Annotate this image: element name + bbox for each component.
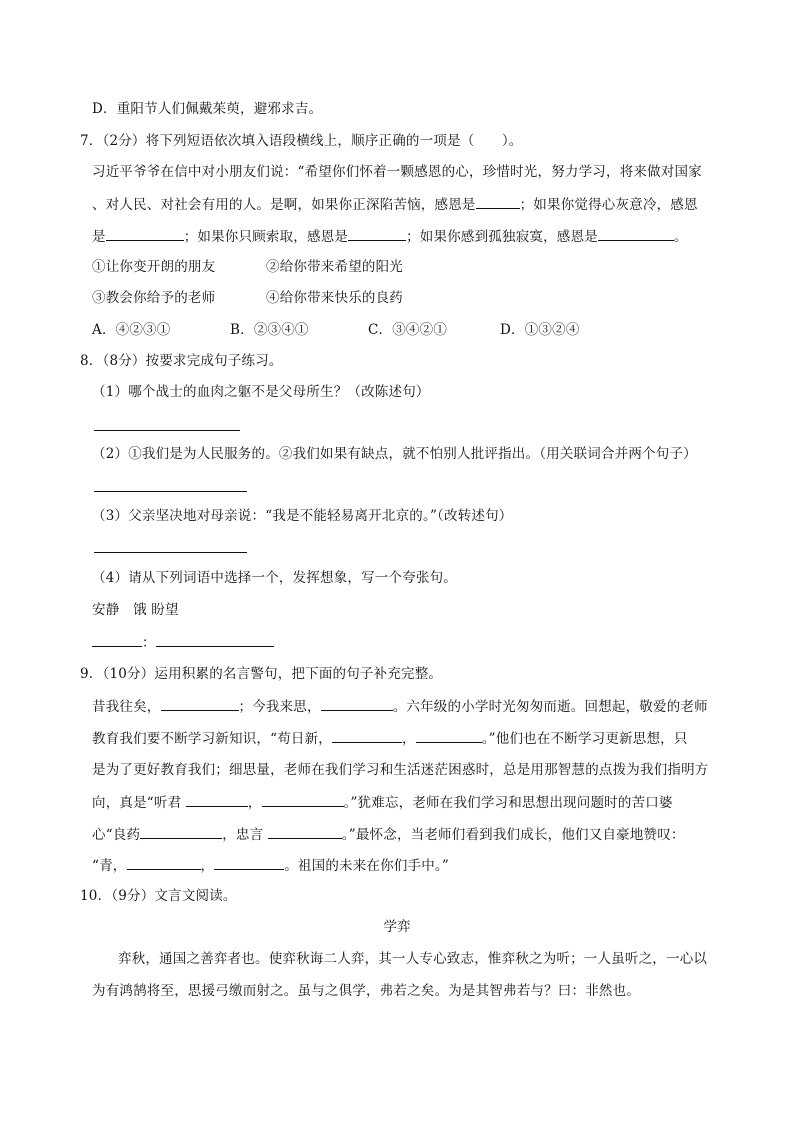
q7-phrase-4: ④给你带来快乐的良药 — [266, 290, 403, 306]
q9-text: 。”最怀念，当老师们看到我们成长，他们又自豪地赞叹： — [341, 827, 685, 843]
q8-answer-line-2[interactable] — [94, 491, 247, 492]
q9-stem: 9．（10分）运用积累的名言警句，把下面的句子补充完整。 — [80, 666, 443, 682]
q7-option-b[interactable]: B．②③④① — [230, 322, 309, 338]
q7-option-a[interactable]: A．④②③① — [92, 322, 171, 338]
blank-4[interactable] — [598, 226, 674, 241]
q9-text: ，忠言 — [222, 827, 268, 843]
q9-line-3: 是为了更好教育我们；细思量，老师在我们学习和生活迷茫困惑时，总是用那智慧的点拨为我们指明方 — [92, 762, 709, 778]
q9-text: 。六年级的小学时光匆匆而逝。回想起，敬爱的老师 — [392, 699, 708, 715]
q9-text: 教育我们要不断学习新知识，“苟日新， — [92, 731, 333, 747]
q9-text: 昔我往矣， — [92, 699, 161, 715]
q10-stem: 10．（9分）文言文阅读。 — [80, 888, 237, 904]
q9-text: 。祖国的未来在你们手中。” — [284, 858, 449, 874]
q9-line-4 — [92, 792, 673, 813]
q9-blank-10[interactable] — [214, 855, 284, 870]
q9-blank-9[interactable] — [127, 855, 201, 870]
q9-text: ， — [247, 795, 262, 811]
q9-text: ， — [402, 731, 416, 747]
q8-sub-3: （3）父亲坚决地对母亲说：“我是不能轻易离开北京的。”（改转述句） — [92, 508, 513, 524]
q7-passage-text: ；如果你觉得心灰意冷，感恩 — [519, 197, 698, 213]
q7-phrase-2: ②给你带来希望的阳光 — [266, 259, 403, 275]
q8-stem: 8．（8分）按要求完成句子练习。 — [80, 353, 283, 369]
q9-text: “青， — [92, 858, 127, 874]
q9-text: 心“良药 — [92, 827, 141, 843]
q9-text: ， — [200, 858, 215, 874]
passage-title: 学弈 — [383, 919, 411, 935]
q9-blank-5[interactable] — [186, 792, 248, 807]
q9-line-6 — [92, 855, 449, 876]
q9-line-5 — [92, 824, 685, 845]
q9-text: ；今我来思， — [238, 699, 321, 715]
q7-phrase-1: ①让你变开朗的朋友 — [92, 259, 216, 275]
q8-answer-line-3[interactable] — [94, 552, 247, 553]
sentence-blank[interactable] — [156, 632, 274, 647]
q7-passage-text: 。 — [673, 229, 688, 245]
q7-option-c[interactable]: C．③④②① — [368, 322, 448, 338]
word-blank[interactable] — [92, 632, 142, 647]
q7-phrase-3: ③教会你给予的老师 — [92, 290, 216, 306]
colon: ： — [142, 635, 156, 651]
passage-line-2: 为有鸿鹄将至，思援弓缴而射之。虽与之俱学，弗若之矣。为是其智弗若与？曰：非然也。 — [92, 983, 640, 999]
q7-passage-text: 、对人民、对社会有用的人。是啊，如果你正深陷苦恼，感恩是 — [92, 197, 476, 213]
q7-passage-text: ；如果你感到孤独寂寞，感恩是 — [406, 229, 598, 245]
q8-word-list: 安静 饿 盼望 — [92, 602, 179, 618]
q9-blank-4[interactable] — [416, 728, 482, 743]
blank-1[interactable] — [476, 194, 520, 209]
q9-blank-6[interactable] — [262, 792, 344, 807]
q9-blank-2[interactable] — [321, 696, 393, 711]
q7-passage-line-2 — [92, 194, 698, 215]
q7-option-d[interactable]: D．①③②④ — [500, 322, 580, 338]
q8-sub-1: （1）哪个战士的血肉之躯不是父母所生？（改陈述句） — [92, 384, 430, 400]
passage-line-1: 弈秋，通国之善弈者也。使弈秋诲二人弈，其一人专心致志，惟弈秋之为听；一人虽听之，一心以 — [118, 951, 708, 967]
q9-line-2 — [92, 728, 688, 749]
q9-text: 向，真是“听君 — [92, 795, 186, 811]
q9-text: 。”犹难忘，老师在我们学习和思想出现问题时的苦口婆 — [343, 795, 673, 811]
q9-text: 。”他们也在不断学习更新思想，只 — [481, 731, 688, 747]
q9-blank-8[interactable] — [268, 824, 342, 839]
blank-2[interactable] — [106, 226, 184, 241]
q9-blank-3[interactable] — [332, 728, 402, 743]
q8-sub-4: （4）请从下列词语中选择一个，发挥想象，写一个夸张句。 — [92, 570, 457, 586]
q8-answer-line-1[interactable] — [94, 430, 240, 431]
q7-passage-line-1: 习近平爷爷在信中对小朋友们说：“希望你们怀着一颗感恩的心，珍惜时光，努力学习，将来做对国家 — [92, 164, 702, 180]
q8-sub-2: （2）①我们是为人民服务的。②我们如果有缺点，就不怕别人批评指出。（用关联词合并两个句子） — [92, 446, 697, 462]
blank-3[interactable] — [348, 226, 406, 241]
q8-answer-line-4 — [92, 632, 274, 653]
q7-passage-text: 是 — [92, 229, 106, 245]
q7-stem: 7．（2分）将下列短语依次填入语段横线上，顺序正确的一项是（ ）。 — [80, 133, 523, 149]
q6-option-d: D．重阳节人们佩戴茱萸，避邪求吉。 — [92, 101, 323, 117]
q7-passage-text: ；如果你只顾索取，感恩是 — [183, 229, 349, 245]
q9-line-1 — [92, 696, 708, 717]
q9-blank-1[interactable] — [161, 696, 239, 711]
q7-passage-line-3 — [92, 226, 688, 247]
q9-blank-7[interactable] — [140, 824, 222, 839]
